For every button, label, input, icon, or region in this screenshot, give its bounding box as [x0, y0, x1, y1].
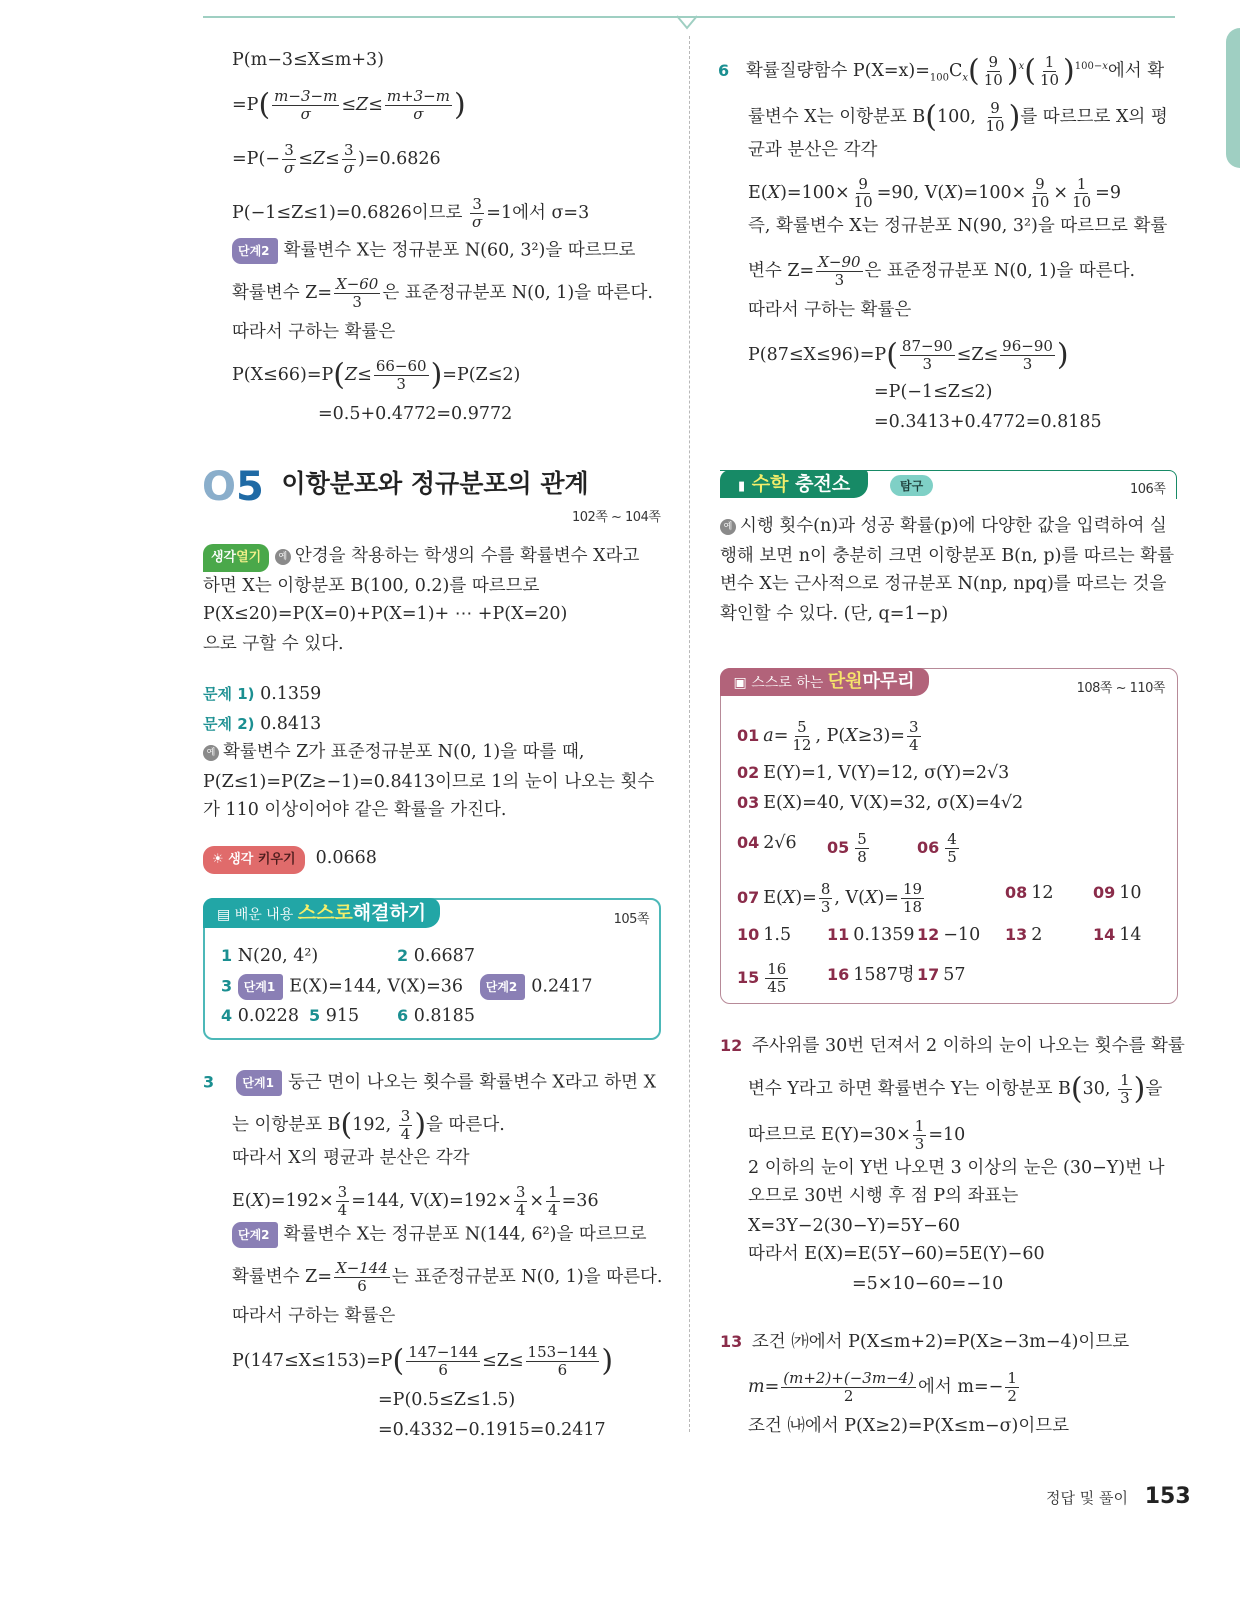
eq-line: P(87≤X≤96)=P( $\frac{87-90}{3}$ ≤Z≤ $\frac{96-90}{3}$ )	[748, 337, 1069, 373]
math-station-page: 106쪽	[1130, 482, 1166, 497]
answer-row: 4 0.0228	[221, 1006, 299, 1026]
text-line: 오므로 30번 시행 후 점 P의 좌표는	[748, 1186, 1019, 1206]
review-answer: 14 14	[1093, 925, 1142, 945]
eq-line: 확률변수 Z= $\frac{X-60}{3}$ 은 표준정규분포 N(0, 1)을 따른다.	[232, 275, 653, 311]
text-line: 변수 X는 근사적으로 정규분포 N(np, npq)를 따르는 것을	[720, 574, 1167, 594]
self-solve-box	[203, 898, 661, 1040]
eq-line: 는 이항분포 B(192, $\frac{3}{4}$ )을 따른다.	[232, 1107, 505, 1143]
text-line: 즉, 확률변수 X는 정규분포 N(90, 3²)을 따르므로 확률	[748, 216, 1168, 236]
text-line: 따라서 X의 평균과 분산은 각각	[232, 1148, 470, 1168]
review-answer: 06 $\frac{4}{5}$	[917, 830, 957, 866]
example-icon: 예	[275, 549, 291, 565]
eq-line: 변수 Y라고 하면 확률변수 Y는 이항분포 B(30, $\frac{1}{3}$ )을	[748, 1071, 1163, 1107]
step2-line: 단계2 확률변수 X는 정규분포 N(60, 3²)을 따르므로	[232, 238, 635, 264]
column-divider	[689, 36, 690, 1432]
answer-row: 3 단계1 E(X)=144, V(X)=36 단계2 0.2417	[221, 974, 593, 1000]
text-line: P(X≤20)=P(X=0)+P(X=1)+ ⋯ +P(X=20)	[203, 604, 568, 624]
problem-2: 문제 2) 0.8413	[203, 714, 322, 734]
unit-review-header: ▣ 스스로 하는 단원마무리	[720, 668, 929, 696]
grow-thought-line: ☀ 생각 키우기 0.0668	[203, 846, 377, 874]
example-icon: 예	[720, 519, 736, 535]
review-answer: 10 1.5	[737, 925, 792, 945]
review-answer: 09 10	[1093, 883, 1142, 903]
notebook-icon: ▤	[217, 907, 231, 923]
text-line: 가 110 이상이어야 같은 확률을 가진다.	[203, 800, 507, 820]
eq-line: P(X≤66)=P(Z≤ $\frac{66-60}{3}$ )=P(Z≤2)	[232, 357, 521, 393]
self-solve-header: ▤ 배운 내용 스스로해결하기	[203, 898, 440, 928]
page-footer	[1046, 1484, 1191, 1509]
review-answer: 02 E(Y)=1, V(Y)=12, σ(Y)=2√3	[737, 763, 1010, 783]
review-answer: 12 −10	[917, 925, 981, 945]
grow-thought-tag: ☀ 생각 키우기	[203, 846, 305, 874]
q13-line: 13 조건 ㈎에서 P(X≤m+2)=P(X≥−3m−4)이므로	[720, 1332, 1130, 1352]
math-station-header: ▮ 수학 충전소	[720, 470, 868, 498]
eq-line: 확률변수 Z= $\frac{X-144}{6}$ 는 표준정규분포 N(0, 1)을 따른다.	[232, 1259, 663, 1295]
example-icon: 예	[203, 745, 219, 761]
eq-line: m= $\frac{(m+2)+(-3m-4)}{2}$ 에서 m=− $\frac{1}{2}$	[748, 1369, 1017, 1405]
top-notch-icon	[676, 12, 698, 34]
text-line: 예 확률변수 Z가 표준정규분포 N(0, 1)을 따를 때,	[203, 740, 584, 764]
footer-label: 정답 및 풀이	[1046, 1489, 1128, 1507]
eq-line: =P(0.5≤Z≤1.5)	[378, 1390, 516, 1410]
section-heading	[202, 464, 589, 510]
eq-line: X=3Y−2(30−Y)=5Y−60	[748, 1216, 961, 1236]
eq-line: E(X)=100× $\frac{9}{10}$ =90, V(X)=100× $\frac{9}{10}$ × $\frac{1}{10}$ =9	[748, 175, 1121, 211]
text-line: 하면 X는 이항분포 B(100, 0.2)를 따르므로	[203, 576, 540, 596]
text-line: P(Z≤1)=P(Z≥−1)=0.8413이므로 1의 눈이 나오는 횟수	[203, 772, 655, 792]
eq-line: P(m−3≤X≤m+3)	[232, 50, 384, 70]
battery-icon: ▮	[738, 479, 746, 494]
answer-row: 5 915	[309, 1006, 360, 1026]
review-answer: 04 2√6	[737, 833, 797, 853]
problem-1: 문제 1) 0.1359	[203, 684, 322, 704]
text-line: 2 이하의 눈이 Y번 나오면 3 이상의 눈은 (30−Y)번 나	[748, 1158, 1165, 1178]
review-answer: 16 1587명	[827, 965, 915, 985]
review-answer: 15 $\frac{16}{45}$	[737, 960, 787, 996]
eq-line: 률변수 X는 이항분포 B(100, $\frac{9}{10}$ )를 따르므로 X의 평	[748, 99, 1168, 135]
eq-line: =0.4332−0.1915=0.2417	[378, 1420, 606, 1440]
answer-row: 2 0.6687	[397, 946, 475, 966]
section-title: 이항분포와 정규분포의 관계	[281, 469, 589, 498]
open-thought-tag: 생각열기	[203, 544, 269, 572]
text-line: 예 시행 횟수(n)과 성공 확률(p)에 다양한 값을 입력하여 실	[720, 514, 1167, 538]
explore-tag: 탐구	[890, 475, 933, 496]
review-answer: 17 57	[917, 965, 966, 985]
eq-line: P(−1≤Z≤1)=0.6826이므로 $\frac{3}{\sigma}$ =1에서 σ=3	[232, 195, 590, 231]
open-thought-line: 생각열기 예 안경을 착용하는 학생의 수를 확률변수 X라고	[203, 544, 639, 572]
text-line: 따라서 구하는 확률은	[232, 322, 396, 342]
eq-line: E(X)=192× $\frac{3}{4}$ =144, V(X)=192× $\frac{3}{4}$ × $\frac{1}{4}$ =36	[232, 1183, 599, 1219]
review-answer: 03 E(X)=40, V(X)=32, σ(X)=4√2	[737, 793, 1024, 813]
text-line: 균과 분산은 각각	[748, 140, 878, 160]
text-line: 따라서 구하는 확률은	[748, 300, 912, 320]
q3-line: 3 단계1 둥근 면이 나오는 횟수를 확률변수 X라고 하면 X	[203, 1070, 656, 1096]
text-line: 확인할 수 있다. (단, q=1−p)	[720, 604, 949, 624]
step2-line: 단계2 확률변수 X는 정규분포 N(144, 6²)을 따르므로	[232, 1222, 647, 1248]
eq-line: 조건 ㈏에서 P(X≥2)=P(X≤m−σ)이므로	[748, 1416, 1070, 1436]
review-answer: 05 $\frac{5}{8}$	[827, 830, 867, 866]
eq-line: =P(− $\frac{3}{\sigma}$ ≤Z≤ $\frac{3}{\sigma}$ )=0.6826	[232, 141, 441, 177]
side-tab	[1226, 28, 1240, 168]
section-number: O5	[202, 464, 264, 510]
step-badge: 단계2	[232, 238, 278, 264]
self-solve-page: 105쪽	[613, 912, 649, 927]
review-answer: 08 12	[1005, 883, 1054, 903]
text-line: 행해 보면 n이 충분히 크면 이항분포 B(n, p)를 따르는 확률	[720, 546, 1174, 566]
q6-line: 6 확률질량함수 $P(X=x)=_{100}C_x$( $\frac{9}{10}$ )$^x$( $\frac{1}{10}$ )$^{100-x}$에서 확	[718, 53, 1165, 89]
section-pages: 102쪽 ~ 104쪽	[572, 510, 661, 525]
book-icon: ▣	[733, 674, 747, 691]
review-answer: 07 E(X)= $\frac{8}{3}$ , V(X)= $\frac{19}{18}$	[737, 880, 923, 916]
answer-row: 1 N(20, 4²)	[221, 946, 319, 966]
review-answer: 13 2	[1005, 925, 1043, 945]
eq-line: 변수 Z= $\frac{X-90}{3}$ 은 표준정규분포 N(0, 1)을 따른다.	[748, 253, 1136, 289]
eq-line: 따르므로 E(Y)=30× $\frac{1}{3}$ =10	[748, 1117, 966, 1153]
eq-line: =P( $\frac{m-3-m}{\sigma}$ ≤Z≤ $\frac{m+3-m}{\sigma}$ )	[232, 87, 466, 123]
text-line: 으로 구할 수 있다.	[203, 634, 344, 654]
eq-line: 따라서 E(X)=E(5Y−60)=5E(Y)−60	[748, 1244, 1045, 1264]
review-answer: 01 a= $\frac{5}{12}$ , P(X≥3)= $\frac{3}{4}$	[737, 718, 919, 754]
eq-line: =5×10−60=−10	[852, 1274, 1004, 1294]
eq-line: =0.5+0.4772=0.9772	[318, 404, 513, 424]
answer-row: 6 0.8185	[397, 1006, 475, 1026]
eq-line: =0.3413+0.4772=0.8185	[874, 412, 1102, 432]
q12-line: 12 주사위를 30번 던져서 2 이하의 눈이 나오는 횟수를 확률	[720, 1036, 1185, 1056]
review-answer: 11 0.1359	[827, 925, 915, 945]
eq-line: =P(−1≤Z≤2)	[874, 382, 993, 402]
unit-review-box	[720, 668, 1178, 1004]
page-number: 153	[1144, 1484, 1191, 1509]
eq-line: P(147≤X≤153)=P( $\frac{147-144}{6}$ ≤Z≤ $\frac{153-144}{6}$ )	[232, 1343, 614, 1379]
unit-review-pages: 108쪽 ~ 110쪽	[1076, 681, 1165, 696]
text-line: 따라서 구하는 확률은	[232, 1306, 396, 1326]
lightbulb-icon: ☀	[212, 852, 224, 867]
